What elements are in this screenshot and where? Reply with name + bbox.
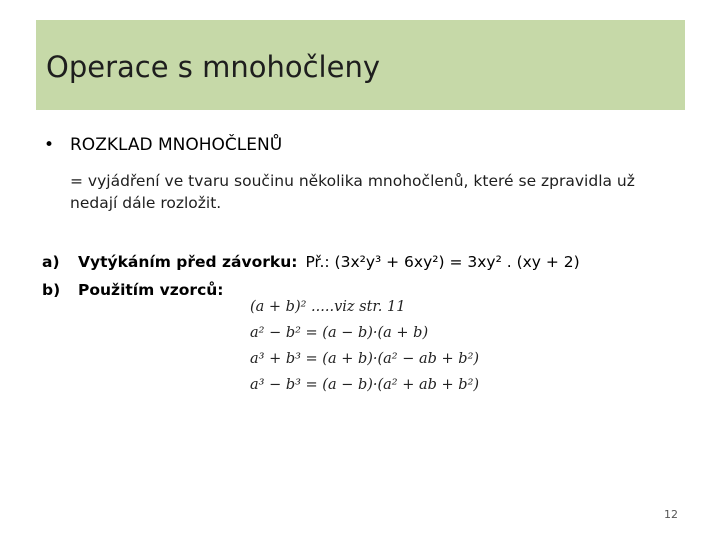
formula-difference-of-cubes: a³ − b³ = (a − b)·(a² + ab + b²) bbox=[250, 377, 480, 393]
title-bar bbox=[36, 20, 685, 110]
item-heading: Použitím vzorců: bbox=[78, 281, 224, 299]
page-number: 12 bbox=[664, 508, 678, 521]
bullet-heading-text: ROZKLAD MNOHOČLENŮ bbox=[70, 135, 283, 155]
item-a bbox=[42, 253, 580, 271]
slide-title: Operace s mnohočleny bbox=[46, 50, 380, 84]
item-b bbox=[42, 281, 224, 299]
factoring-example: Př.: (3x²y³ + 6xy²) = 3xy² . (xy + 2) bbox=[305, 253, 580, 271]
item-marker: b) bbox=[42, 281, 61, 299]
definition-text: = vyjádření ve tvaru součinu několika mnohočlenů, které se zpravidla už nedají dále rozložit. bbox=[70, 172, 635, 212]
item-heading: Vytýkáním před závorku: bbox=[78, 253, 298, 271]
bullet-marker: • bbox=[44, 135, 55, 155]
formula-difference-of-squares: a² − b² = (a − b)·(a + b) bbox=[250, 325, 429, 341]
formula-square: (a + b)² .....viz str. 11 bbox=[250, 299, 406, 315]
formula-sum-of-cubes: a³ + b³ = (a + b)·(a² − ab + b²) bbox=[250, 351, 480, 367]
item-marker: a) bbox=[42, 253, 60, 271]
formula-list bbox=[250, 294, 480, 398]
bullet-heading bbox=[44, 135, 282, 155]
